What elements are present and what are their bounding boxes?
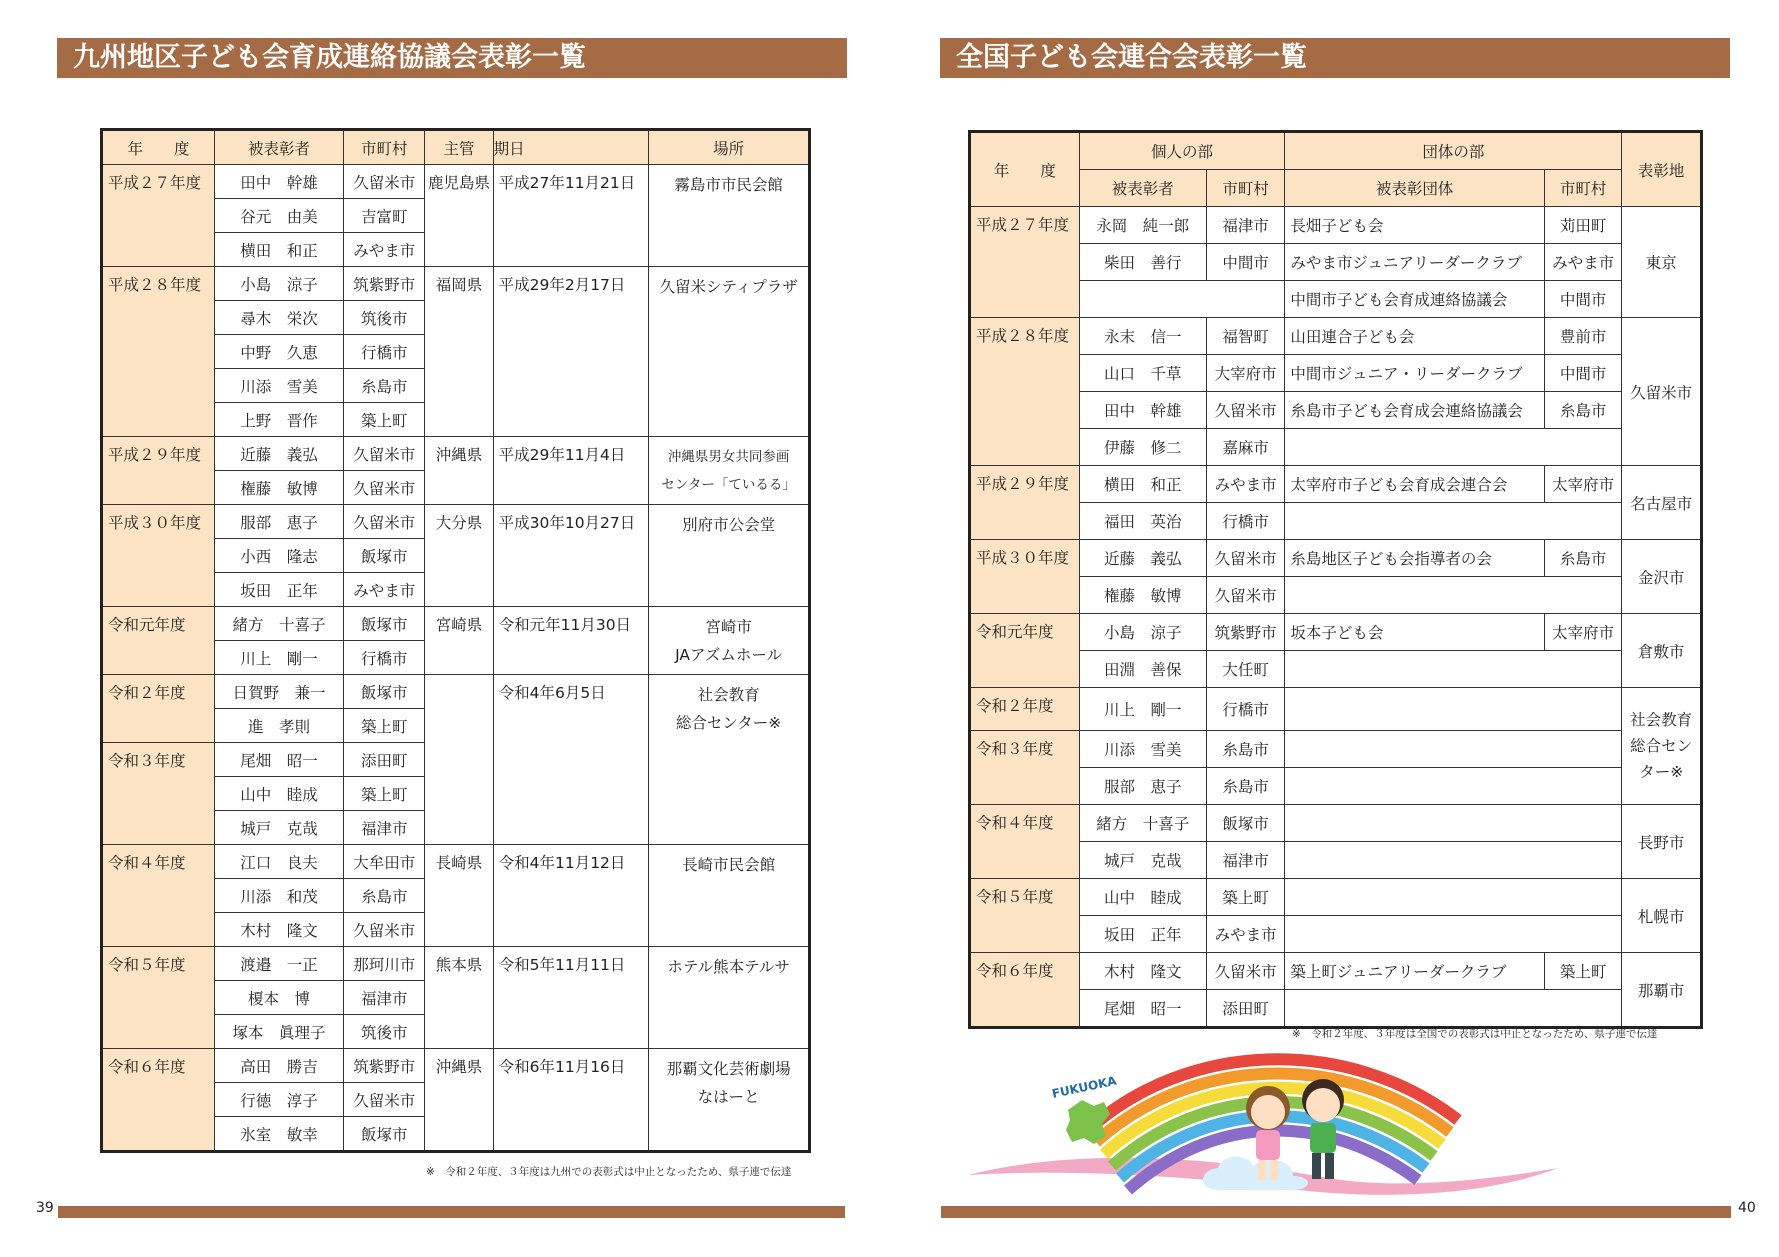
header-place: 場所 [649,130,810,165]
date-cell: 令和元年11月30日 [493,607,649,675]
awardee-city: 築上町 [344,403,425,437]
national-award-table [968,130,1703,1029]
year-cell: 平成２９年度 [102,437,215,505]
awardee-city: 吉富町 [344,199,425,233]
awardee-city: みやま市 [1206,466,1285,503]
awardee-city: 久留米市 [344,913,425,947]
awardee-name: 服部 恵子 [1079,768,1206,805]
awardee-name: 福田 英治 [1079,503,1206,540]
year-cell: 令和２年度 [970,688,1080,731]
place-cell [649,947,810,1049]
awardee-city: 飯塚市 [344,675,425,709]
year-cell: 令和５年度 [102,947,215,1049]
table-row [970,879,1702,916]
year-cell: 平成２８年度 [102,267,215,437]
awardee-name: 上野 晋作 [214,403,343,437]
awardee-city: 久留米市 [1206,540,1285,577]
left-footer-bar [58,1206,845,1218]
group-name: 山田連合子ども会 [1285,318,1544,355]
awardee-city: 久留米市 [1206,577,1285,614]
awardee-city: 筑後市 [344,301,425,335]
left-footnote: ※ 令和２年度、３年度は九州での表彰式は中止となったため、県子連で伝達 [426,1166,792,1178]
table-row [970,916,1702,953]
host-cell: 沖縄県 [425,437,493,505]
group-name: みやま市ジュニアリーダークラブ [1285,244,1544,281]
year-cell: 平成３０年度 [970,540,1080,614]
host-cell: 大分県 [425,505,493,607]
year-cell: 平成２９年度 [970,466,1080,540]
group-name: 築上町ジュニアリーダークラブ [1285,953,1544,990]
awardee-name: 伊藤 修二 [1079,429,1206,466]
awardee-name: 城戸 克哉 [1079,842,1206,879]
awardee-city: 添田町 [344,743,425,777]
right-footer-bar [941,1206,1731,1218]
year-cell: 平成３０年度 [102,505,215,607]
awardee-name: 木村 隆文 [214,913,343,947]
group-name: 坂本子ども会 [1285,614,1544,651]
host-cell: 長崎県 [425,845,493,947]
venue-cell: 久留米市 [1622,318,1702,466]
year-cell: 平成２７年度 [970,207,1080,318]
awardee-name: 近藤 義弘 [214,437,343,471]
table-row [970,429,1702,466]
date-cell: 平成29年11月4日 [493,437,649,505]
venue-cell: 倉敷市 [1622,614,1702,688]
table-row [102,607,810,641]
awardee-city: 飯塚市 [344,539,425,573]
venue-cell: 名古屋市 [1622,466,1702,540]
blank-cell [1285,879,1622,916]
venue-cell: 東京 [1622,207,1702,318]
blank-cell [1285,842,1622,879]
cloud [1203,1156,1308,1190]
awardee-name: 田中 幹雄 [214,165,343,199]
place-line: ホテル熊本テルサ [667,958,790,976]
awardee-name: 日賀野 兼一 [214,675,343,709]
awardee-name: 横田 和正 [1079,466,1206,503]
table-row [102,845,810,879]
awardee-name: 近藤 義弘 [1079,540,1206,577]
awardee-city: 久留米市 [344,1083,425,1117]
awardee-name: 尾畑 昭一 [1079,990,1206,1028]
awardee-name: 川上 剛一 [1079,688,1206,731]
awardee-name: 高田 勝吉 [214,1049,343,1083]
awardee-name: 緒方 十喜子 [1079,805,1206,842]
host-cell [425,675,493,845]
table-row [970,466,1702,503]
awardee-city: 筑紫野市 [344,1049,425,1083]
group-name: 糸島市子ども会育成会連絡協議会 [1285,392,1544,429]
awardee-city: 糸島市 [344,369,425,403]
table-row [970,281,1702,318]
header-venue: 表彰地 [1622,132,1702,207]
awardee-name: 江口 良夫 [214,845,343,879]
awardee-city: 大宰府市 [1206,355,1285,392]
table-row [970,540,1702,577]
year-cell: 令和３年度 [970,731,1080,805]
awardee-name: 尋木 栄次 [214,301,343,335]
table-row [102,1049,810,1083]
group-city: 太宰府市 [1544,466,1622,503]
header-host: 主管 [425,130,493,165]
kyushu-award-table [100,128,811,1153]
group-city: 糸島市 [1544,392,1622,429]
awardee-city: 糸島市 [1206,768,1285,805]
place-cell [649,437,810,505]
place-line: 沖縄県男女共同参画 [667,449,790,465]
group-city: 糸島市 [1544,540,1622,577]
date-cell: 平成27年11月21日 [493,165,649,267]
fukuoka-map [1066,1100,1110,1144]
awardee-city: 行橋市 [344,641,425,675]
table-row [102,947,810,981]
awardee-city: 築上町 [344,709,425,743]
group-city: 築上町 [1544,953,1622,990]
awardee-name: 川添 雪美 [1079,731,1206,768]
rainbow-kids-illustration [968,1050,1568,1200]
venue-cell: 金沢市 [1622,540,1702,614]
group-city: 太宰府市 [1544,614,1622,651]
awardee-city: みやま市 [344,233,425,267]
awardee-name: 横田 和正 [214,233,343,267]
table-row [970,355,1702,392]
blank-cell [1285,503,1622,540]
date-cell: 令和6年11月16日 [493,1049,649,1152]
awardee-name: 川上 剛一 [214,641,343,675]
place-line: 別府市公会堂 [682,516,776,534]
group-city: 苅田町 [1544,207,1622,244]
awardee-name: 山中 睦成 [1079,879,1206,916]
date-cell: 平成30年10月27日 [493,505,649,607]
place-line: 社会教育 [697,686,760,704]
awardee-name: 永岡 純一郎 [1079,207,1206,244]
date-cell: 平成29年2月17日 [493,267,649,437]
awardee-city: 飯塚市 [344,607,425,641]
awardee-city: 添田町 [1206,990,1285,1028]
table-row [102,267,810,301]
awardee-name: 榎本 博 [214,981,343,1015]
table-row [970,953,1702,990]
table-row [970,207,1702,244]
awardee-name: 川添 和茂 [214,879,343,913]
date-cell: 令和5年11月11日 [493,947,649,1049]
awardee-city: 福津市 [344,981,425,1015]
group-name: 太宰府市子ども会育成会連合会 [1285,466,1544,503]
awardee-name: 谷元 由美 [214,199,343,233]
awardee-city: 福津市 [1206,842,1285,879]
table-row [970,651,1702,688]
awardee-city: 久留米市 [1206,953,1285,990]
table-row [970,842,1702,879]
awardee-name: 山中 睦成 [214,777,343,811]
awardee-name: 権藤 敏博 [214,471,343,505]
venue-line: 社会教育 [1630,711,1693,729]
awardee-city: 糸島市 [344,879,425,913]
year-cell: 令和４年度 [102,845,215,947]
awardee-city: みやま市 [344,573,425,607]
header-year: 年 度 [970,132,1080,207]
awardee-city: 福津市 [1206,207,1285,244]
place-line: 総合センター※ [675,714,782,732]
awardee-name: 緒方 十喜子 [214,607,343,641]
awardee-city: 中間市 [1206,244,1285,281]
awardee-name: 小西 隆志 [214,539,343,573]
year-cell: 令和６年度 [970,953,1080,1028]
year-cell: 令和３年度 [102,743,215,845]
place-cell [649,845,810,947]
awardee-city: 久留米市 [344,165,425,199]
blank-cell [1285,731,1622,768]
blank-cell [1285,651,1622,688]
awardee-name: 小島 涼子 [1079,614,1206,651]
year-cell: 令和５年度 [970,879,1080,953]
awardee-name: 田中 幹雄 [1079,392,1206,429]
table-row [970,990,1702,1028]
venue-cell: 札幌市 [1622,879,1702,953]
table-row [970,318,1702,355]
awardee-name: 渡邉 一正 [214,947,343,981]
table-row [970,503,1702,540]
right-page-number: 40 [1738,1200,1756,1216]
year-cell: 平成２７年度 [102,165,215,267]
awardee-city: 筑紫野市 [1206,614,1285,651]
table-row [102,437,810,471]
awardee-city: 久留米市 [344,437,425,471]
table-row [102,505,810,539]
awardee-city: 久留米市 [344,471,425,505]
place-cell [649,1049,810,1152]
table-row [970,614,1702,651]
venue-cell: 那覇市 [1622,953,1702,1028]
group-name: 糸島地区子ども会指導者の会 [1285,540,1544,577]
year-cell: 令和４年度 [970,805,1080,879]
group-name: 長畑子ども会 [1285,207,1544,244]
blank-cell [1285,916,1622,953]
right-page-title: 全国子ども会連合会表彰一覧 [940,38,1730,78]
awardee-name: 永末 信一 [1079,318,1206,355]
awardee-name: 坂田 正年 [1079,916,1206,953]
year-cell: 令和元年度 [102,607,215,675]
venue-line: ター※ [1639,763,1684,781]
awardee-city: 築上町 [1206,879,1285,916]
year-cell: 令和２年度 [102,675,215,743]
header-city: 市町村 [1206,170,1285,207]
group-city: 中間市 [1544,355,1622,392]
place-cell [649,675,810,845]
awardee-name: 行徳 淳子 [214,1083,343,1117]
blank-cell [1079,281,1285,318]
place-line: 霧島市市民会館 [674,176,783,194]
year-cell: 令和元年度 [970,614,1080,688]
awardee-name: 川添 雪美 [214,369,343,403]
blank-cell [1285,429,1622,466]
date-cell: 令和4年11月12日 [493,845,649,947]
left-page-number: 39 [36,1200,54,1216]
blank-cell [1285,805,1622,842]
place-line: センター「ているる」 [661,477,796,493]
group-city: 中間市 [1544,281,1622,318]
blank-cell [1285,577,1622,614]
awardee-name: 小島 涼子 [214,267,343,301]
year-cell: 平成２８年度 [970,318,1080,466]
awardee-city: 久留米市 [1206,392,1285,429]
table-row [970,805,1702,842]
host-cell: 鹿児島県 [425,165,493,267]
header-awardee: 被表彰者 [214,130,343,165]
awardee-name: 田淵 善保 [1079,651,1206,688]
header-city: 市町村 [344,130,425,165]
blank-cell [1285,768,1622,805]
place-line: 那覇文化芸術劇場 [666,1060,791,1078]
table-row [970,244,1702,281]
host-cell: 沖縄県 [425,1049,493,1152]
host-cell: 宮崎県 [425,607,493,675]
year-cell: 令和６年度 [102,1049,215,1152]
awardee-city: 久留米市 [344,505,425,539]
awardee-city: 筑後市 [344,1015,425,1049]
table-row [970,731,1702,768]
awardee-name: 木村 隆文 [1079,953,1206,990]
header-individual: 個人の部 [1079,132,1285,170]
awardee-city: 飯塚市 [1206,805,1285,842]
table-row [102,165,810,199]
awardee-name: 山口 千草 [1079,355,1206,392]
header-group: 団体の部 [1285,132,1622,170]
place-cell [649,505,810,607]
table-row [102,675,810,709]
awardee-city: 大任町 [1206,651,1285,688]
header-date: 期日 [493,130,649,165]
place-line: 長崎市民会館 [682,856,776,874]
awardee-city: 築上町 [344,777,425,811]
awardee-city: 糸島市 [1206,731,1285,768]
group-city: 豊前市 [1544,318,1622,355]
awardee-city: みやま市 [1206,916,1285,953]
awardee-name: 権藤 敏博 [1079,577,1206,614]
header-org-city: 市町村 [1544,170,1622,207]
blank-cell [1285,990,1622,1028]
venue-line: 総合セン [1630,737,1693,755]
awardee-name: 進 孝則 [214,709,343,743]
awardee-city: 行橋市 [344,335,425,369]
blank-cell [1285,688,1622,731]
awardee-city: 福智町 [1206,318,1285,355]
place-line: 宮崎市 [705,618,752,636]
awardee-city: 那珂川市 [344,947,425,981]
place-cell [649,607,810,675]
awardee-city: 筑紫野市 [344,267,425,301]
awardee-city: 行橋市 [1206,503,1285,540]
group-city: みやま市 [1544,244,1622,281]
awardee-name: 服部 恵子 [214,505,343,539]
awardee-city: 大牟田市 [344,845,425,879]
header-org: 被表彰団体 [1285,170,1544,207]
awardee-city: 行橋市 [1206,688,1285,731]
place-cell [649,165,810,267]
right-footnote: ※ 令和２年度、３年度は全国での表彰式は中止となったため、県子連で伝達 [1292,1028,1658,1040]
awardee-name: 塚本 眞理子 [214,1015,343,1049]
host-cell: 福岡県 [425,267,493,437]
place-line: なはーと [697,1088,760,1106]
group-name: 中間市ジュニア・リーダークラブ [1285,355,1544,392]
left-page-title: 九州地区子ども会育成連絡協議会表彰一覧 [57,38,847,78]
awardee-name: 坂田 正年 [214,573,343,607]
awardee-name: 城戸 克哉 [214,811,343,845]
awardee-name: 中野 久恵 [214,335,343,369]
place-line: 久留米シティプラザ [659,278,798,296]
awardee-city: 嘉麻市 [1206,429,1285,466]
host-cell: 熊本県 [425,947,493,1049]
header-year: 年 度 [102,130,215,165]
venue-cell [1622,688,1702,805]
awardee-name: 尾畑 昭一 [214,743,343,777]
date-cell: 令和4年6月5日 [493,675,649,845]
place-line: JAアズムホール [675,646,783,664]
table-row [970,768,1702,805]
table-row [970,392,1702,429]
header-person: 被表彰者 [1079,170,1206,207]
group-name: 中間市子ども会育成連絡協議会 [1285,281,1544,318]
awardee-name: 柴田 善行 [1079,244,1206,281]
awardee-city: 福津市 [344,811,425,845]
table-row [970,577,1702,614]
table-row [970,688,1702,731]
awardee-name: 氷室 敏幸 [214,1117,343,1152]
awardee-city: 飯塚市 [344,1117,425,1152]
venue-cell: 長野市 [1622,805,1702,879]
place-cell [649,267,810,437]
fukuoka-label: FUKUOKA [1050,1073,1118,1101]
